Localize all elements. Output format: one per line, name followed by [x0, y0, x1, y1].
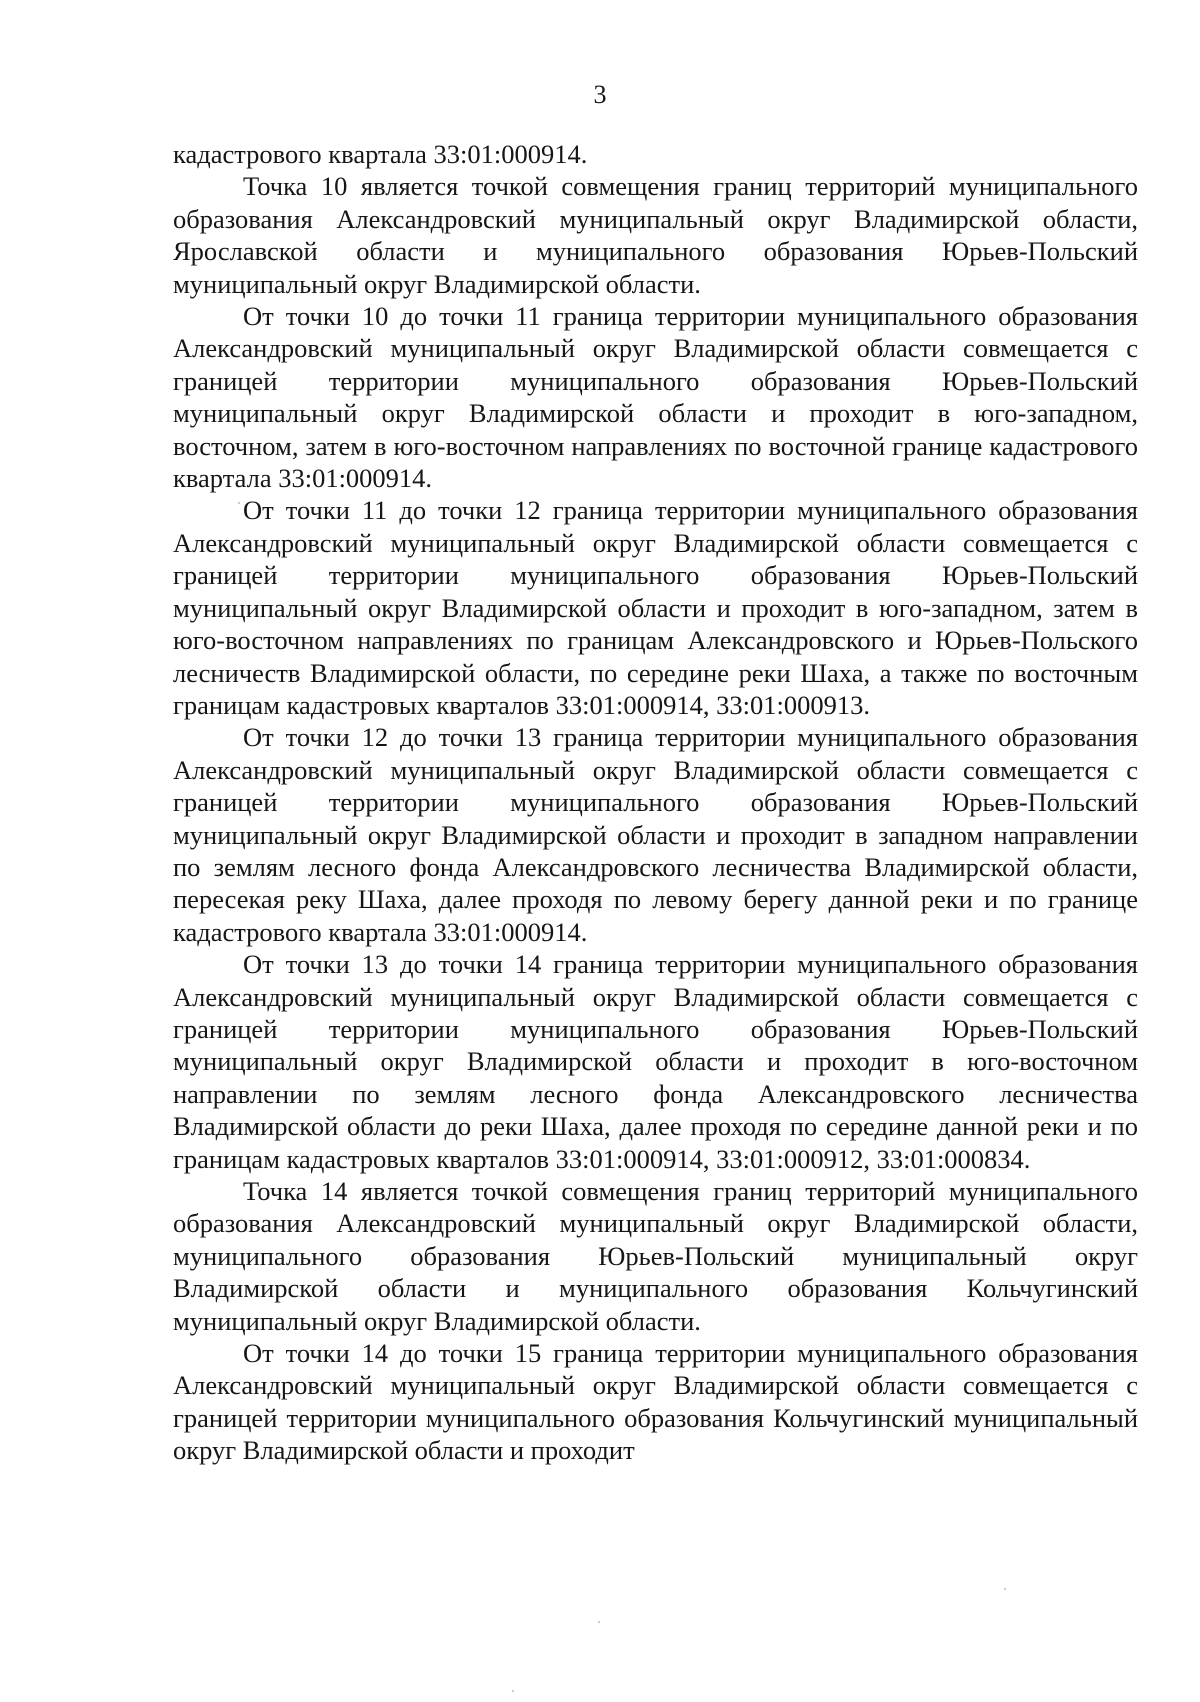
- scan-speck: [238, 502, 240, 504]
- paragraph-point-10-junction: Точка 10 является точкой совмещения границ территорий муниципального образования Александровский муниципальный округ Владимирской области, Ярославской области и муниципального образования Юрьев-Польский муниципальный округ Владимирской области.: [173, 171, 1138, 299]
- paragraph-point-13-to-14: От точки 13 до точки 14 граница территории муниципального образования Александровский муниципальный округ Владимирской области совмещается с границей территории муниципального образования Юрьев-Польский муниципальный округ Владимирской области и проходит в юго-восточном направлении по землям лесного фонда Александровского лесничества Владимирской области до реки Шаха, далее проходя по середине данной реки и по границам кадастровых кварталов 33:01:000914, 33:01:000912, 33:01:000834.: [173, 949, 1138, 1174]
- paragraph-point-14-to-15: От точки 14 до точки 15 граница территории муниципального образования Александровский муниципальный округ Владимирской области совмещается с границей территории муниципального образования Кольчугинский муниципальный округ Владимирской области и проходит: [173, 1338, 1138, 1466]
- paragraph-point-14-junction: Точка 14 является точкой совмещения границ территорий муниципального образования Александровский муниципальный округ Владимирской области, муниципального образования Юрьев-Польский муниципальный округ Владимирской области и муниципального образования Кольчугинский муниципальный округ Владимирской области.: [173, 1176, 1138, 1336]
- scan-speck: [512, 1690, 514, 1692]
- paragraph-point-10-to-11: От точки 10 до точки 11 граница территории муниципального образования Александровский муниципальный округ Владимирской области совмещается с границей территории муниципального образования Юрьев-Польский муниципальный округ Владимирской области и проходит в юго-западном, восточном, затем в юго-восточном направлениях по восточной границе кадастрового квартала 33:01:000914.: [173, 301, 1138, 494]
- page-number: 3: [593, 80, 607, 109]
- paragraph-point-11-to-12: От точки 11 до точки 12 граница территории муниципального образования Александровский муниципальный округ Владимирской области совмещается с границей территории муниципального образования Юрьев-Польский муниципальный округ Владимирской области и проходит в юго-западном, затем в юго-восточном направлениях по границам Александровского и Юрьев-Польского лесничеств Владимирской области, по середине реки Шаха, а также по восточным границам кадастровых кварталов 33:01:000914, 33:01:000913.: [173, 495, 1138, 720]
- paragraph-continuation: кадастрового квартала 33:01:000914.: [173, 139, 588, 169]
- scan-speck: [598, 1621, 600, 1623]
- paragraph-point-12-to-13: От точки 12 до точки 13 граница территории муниципального образования Александровский муниципальный округ Владимирской области совмещается с границей территории муниципального образования Юрьев-Польский муниципальный округ Владимирской области и проходит в западном направлении по землям лесного фонда Александровского лесничества Владимирской области, пересекая реку Шаха, далее проходя по левому берегу данной реки и по границе кадастрового квартала 33:01:000914.: [173, 722, 1138, 947]
- body-text: [173, 138, 1138, 1467]
- scan-speck: [1004, 1588, 1006, 1590]
